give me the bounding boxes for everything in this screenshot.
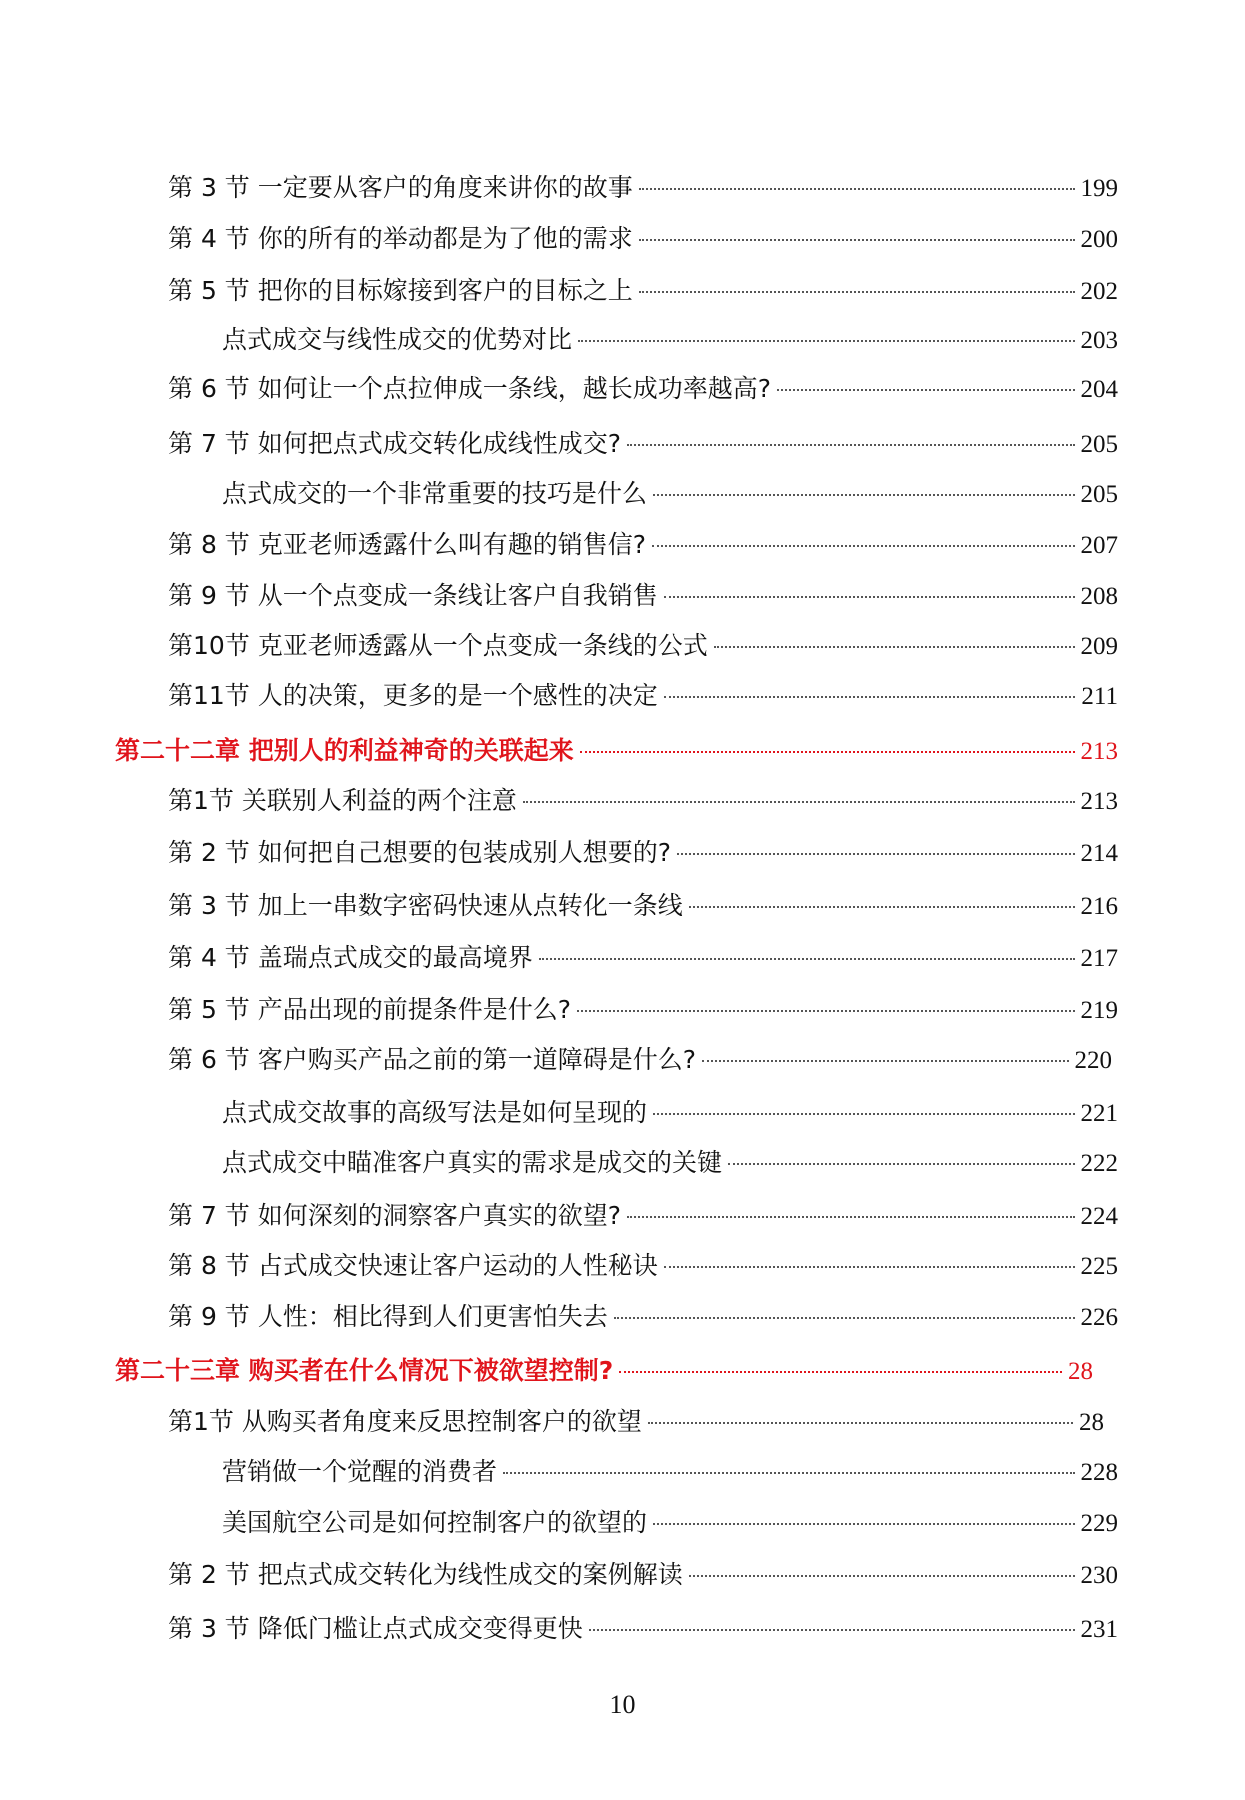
dot-leader [627,1215,1074,1218]
toc-entry-title: 点式成交中瞄准客户真实的需求是成交的关键 [222,1148,723,1177]
toc-entry[interactable] [168,373,1118,406]
dot-leader [689,905,1075,908]
toc-entry-title: 第 8 节 占式成交快速让客户运动的人性秘诀 [168,1251,658,1280]
toc-entry[interactable] [168,680,1118,713]
toc-entry-title: 第 5 节 把你的目标嫁接到客户的目标之上 [168,276,633,305]
toc-entry[interactable] [222,324,1118,357]
dot-leader [777,388,1074,391]
toc-entry[interactable] [168,1301,1118,1334]
toc-entry-page: 230 [1080,1562,1118,1589]
toc-entry-title: 第 6 节 客户购买产品之前的第一道障碍是什么? [168,1045,697,1074]
toc-entry[interactable] [168,1200,1118,1233]
toc-entry-page: 220 [1074,1047,1112,1074]
toc-entry[interactable] [168,1613,1118,1646]
toc-entry-title: 第 7 节 如何深刻的洞察客户真实的欲望? [168,1201,622,1230]
toc-entry-page: 199 [1080,175,1118,202]
dot-leader [503,1471,1074,1474]
toc-entry-title: 第 3 节 加上一串数字密码快速从点转化一条线 [168,891,683,920]
toc-entry-title: 第 8 节 克亚老师透露什么叫有趣的销售信? [168,530,647,559]
toc-entry-title: 第 7 节 如何把点式成交转化成线性成交? [168,429,622,458]
toc-entry-page: 217 [1080,945,1118,972]
toc-entry-page: 203 [1080,327,1118,354]
toc-entry[interactable] [222,1147,1118,1180]
dot-leader [664,1265,1075,1268]
toc-entry-page: 202 [1080,278,1118,305]
dot-leader [614,1316,1075,1319]
toc-entry-page: 209 [1080,633,1118,660]
toc-entry-page: 205 [1080,481,1118,508]
dot-leader [639,238,1075,241]
toc-entry-title: 第1节 从购买者角度来反思控制客户的欲望 [168,1407,642,1436]
toc-entry-page: 214 [1080,840,1118,867]
dot-leader [619,1370,1062,1373]
toc-entry[interactable] [222,478,1118,511]
toc-entry-title: 第 3 节 一定要从客户的角度来讲你的故事 [168,173,633,202]
toc-entry-page: 211 [1081,683,1118,710]
dot-leader [639,187,1075,190]
chapter-title: 第二十三章 购买者在什么情况下被欲望控制? [115,1356,614,1385]
toc-entry-page: 226 [1080,1304,1118,1331]
toc-entry-title: 第11节 人的决策，更多的是一个感性的决定 [168,681,658,710]
toc-entry-title: 第 5 节 产品出现的前提条件是什么? [168,995,572,1024]
dot-leader [653,1522,1074,1525]
dot-leader [677,852,1074,855]
toc-chapter-entry[interactable] [115,735,1118,768]
toc-entry[interactable] [168,529,1118,562]
toc-entry[interactable] [168,580,1118,613]
toc-entry[interactable] [168,994,1118,1027]
dot-leader [664,695,1076,698]
toc-entry[interactable] [168,1044,1112,1077]
toc-entry-page: 205 [1080,431,1118,458]
dot-leader [728,1162,1074,1165]
toc-entry-title: 第 9 节 从一个点变成一条线让客户自我销售 [168,581,658,610]
toc-entry-page: 204 [1080,376,1118,403]
toc-entry-title: 第1节 关联别人利益的两个注意 [168,786,517,815]
toc-entry[interactable] [222,1456,1118,1489]
toc-entry[interactable] [168,428,1118,461]
toc-entry-page: 216 [1080,893,1118,920]
toc-entry-title: 第 4 节 盖瑞点式成交的最高境界 [168,943,533,972]
toc-entry-title: 营销做一个觉醒的消费者 [222,1457,498,1486]
toc-entry-page: 224 [1080,1203,1118,1230]
toc-entry[interactable] [168,275,1118,308]
dot-leader [627,443,1074,446]
toc-entry[interactable] [168,630,1118,663]
dot-leader [664,595,1075,598]
dot-leader [580,750,1075,753]
dot-leader [639,290,1075,293]
toc-entry-title: 点式成交故事的高级写法是如何呈现的 [222,1098,648,1127]
toc-entry-page: 225 [1080,1253,1118,1280]
chapter-title: 第二十二章 把别人的利益神奇的关联起来 [115,736,574,765]
dot-leader [578,339,1074,342]
toc-entry[interactable] [168,1250,1118,1283]
dot-leader [577,1009,1074,1012]
toc-entry[interactable] [168,785,1118,818]
toc-entry[interactable] [168,942,1118,975]
toc-entry-title: 第 9 节 人性：相比得到人们更害怕失去 [168,1302,608,1331]
toc-entry[interactable] [222,1097,1118,1130]
dot-leader [653,493,1074,496]
toc-entry-page: 228 [1080,1459,1118,1486]
toc-entry-title: 点式成交的一个非常重要的技巧是什么 [222,479,648,508]
toc-entry-title: 点式成交与线性成交的优势对比 [222,325,573,354]
dot-leader [714,645,1075,648]
toc-entry-title: 第 3 节 降低门槛让点式成交变得更快 [168,1614,583,1643]
toc-entry[interactable] [168,890,1118,923]
toc-entry-page: 207 [1080,532,1118,559]
toc-entry-title: 第 6 节 如何让一个点拉伸成一条线，越长成功率越高? [168,374,772,403]
toc-entry-title: 美国航空公司是如何控制客户的欲望的 [222,1508,648,1537]
chapter-page: 213 [1080,738,1118,765]
toc-entry-title: 第10节 克亚老师透露从一个点变成一条线的公式 [168,631,708,660]
toc-entry-page: 213 [1080,788,1118,815]
toc-entry[interactable] [222,1507,1118,1540]
dot-leader [539,957,1075,960]
page-number: 10 [609,1690,636,1719]
dot-leader [589,1628,1075,1631]
chapter-page: 28 [1068,1358,1093,1385]
toc-entry-page: 221 [1080,1100,1118,1127]
toc-entry-title: 第 4 节 你的所有的举动都是为了他的需求 [168,224,633,253]
toc-entry[interactable] [168,223,1118,256]
toc-entry-page: 231 [1080,1616,1118,1643]
toc-entry-page: 200 [1080,226,1118,253]
dot-leader [523,800,1075,803]
toc-entry[interactable] [168,1559,1118,1592]
toc-entry-title: 第 2 节 把点式成交转化为线性成交的案例解读 [168,1560,683,1589]
dot-leader [702,1059,1068,1062]
dot-leader [648,1421,1073,1424]
toc-entry-page: 28 [1079,1409,1104,1436]
toc-entry[interactable] [168,837,1118,870]
dot-leader [689,1574,1075,1577]
dot-leader [653,1112,1074,1115]
toc-entry[interactable] [168,172,1118,205]
toc-entry[interactable] [168,1406,1104,1439]
toc-entry-page: 229 [1080,1510,1118,1537]
toc-entry-page: 222 [1080,1150,1118,1177]
toc-entry-page: 219 [1080,997,1118,1024]
dot-leader [652,544,1074,547]
toc-entry-page: 208 [1080,583,1118,610]
toc-chapter-entry[interactable] [115,1355,1093,1388]
toc-entry-title: 第 2 节 如何把自己想要的包装成别人想要的? [168,838,672,867]
